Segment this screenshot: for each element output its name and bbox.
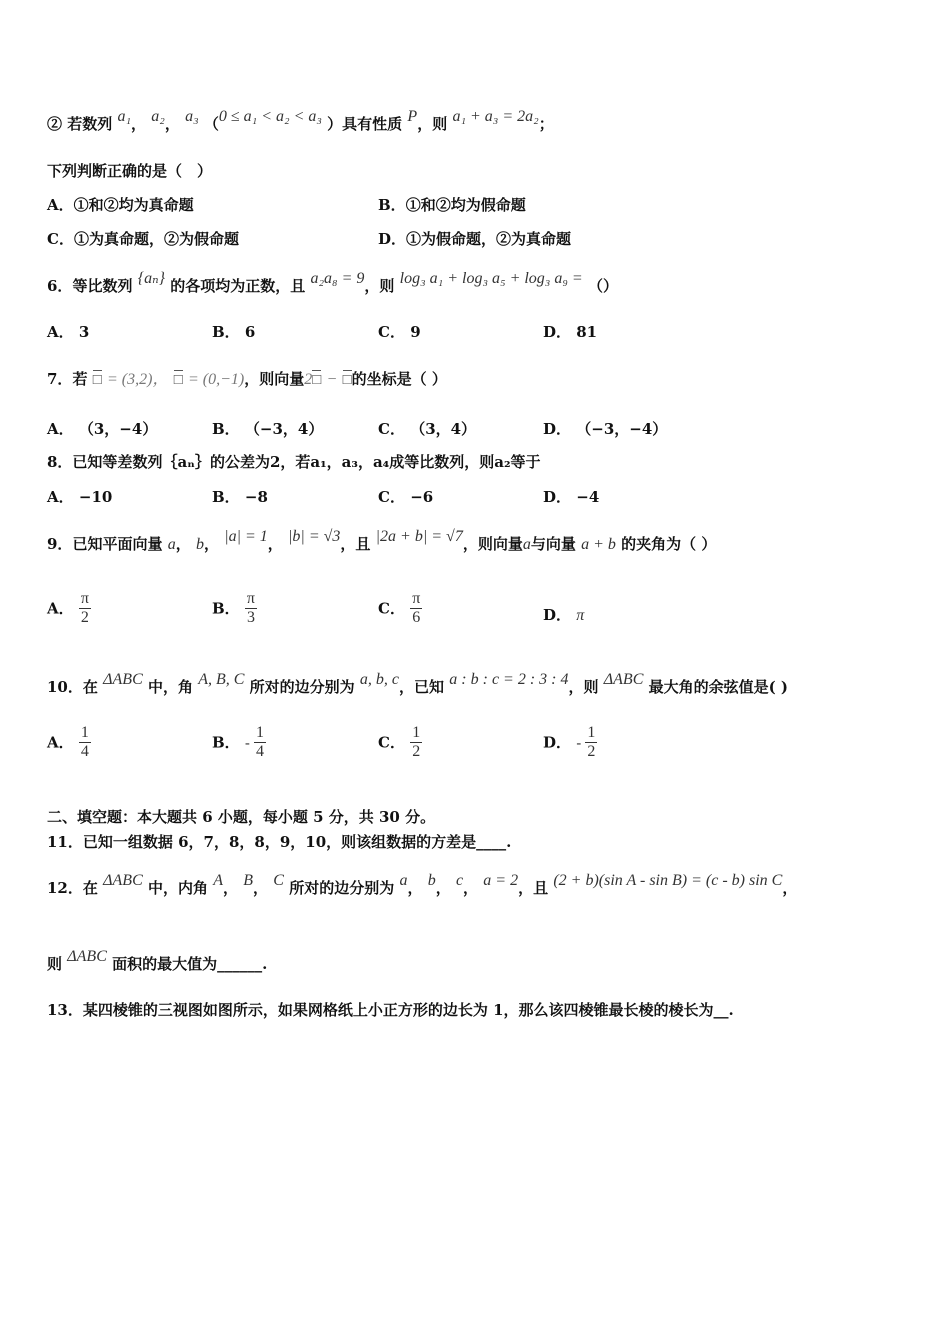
- math-coefficient: 2: [304, 371, 313, 388]
- vector-b-icon: □: [342, 372, 352, 388]
- q9-option-b: B． $\frac{\pi}{3}$: [212, 590, 255, 626]
- q8-option-d: D． −4: [543, 488, 600, 506]
- q5-option-a: A．①和②均为真命题: [47, 196, 194, 214]
- q5-statement-2: ② 若数列 a₁， a₂， a₃ （0 ≤ a₁ < a₂ < a₃ ）具有性质 P，则 a₁ + a₃ = 2a₂；: [47, 108, 554, 133]
- math-equation: a₁ + a₃ = 2a₂: [452, 108, 539, 125]
- math-condition: 0 ≤ a₁ < a₂ < a₃: [218, 108, 322, 125]
- math-condition: a₂a₈ = 9: [310, 270, 365, 287]
- q7-option-d: D． （−3，−4）: [543, 420, 668, 438]
- fraction: $\frac{\pi}{6}$: [412, 590, 421, 626]
- math-norm-a: |a| = 1: [224, 528, 268, 545]
- q8-option-b: B． −8: [212, 488, 268, 506]
- question-6: 6．等比数列 {aₙ} 的各项均为正数，且 a₂a₈ = 9，则 log₃ a₁ + log₃ a₅ + log₃ a₉ = （）: [47, 270, 618, 295]
- vector-a-icon: □: [312, 372, 322, 388]
- question-12: 12．在 ΔABC 中，内角 A， B， C 所对的边分别为 a， b， c， a = 2，且 (2 + b)(sin A - sin B) = (c - b) sin C，: [47, 872, 798, 897]
- vector-b-icon: □: [173, 372, 183, 388]
- q6-option-a: A． 3: [47, 323, 90, 341]
- math-side-c: c: [455, 872, 464, 889]
- question-13: 13．某四棱锥的三视图如图所示，如果网格纸上小正方形的边长为 1，那么该四棱锥最长棱的棱长为__.: [47, 1001, 734, 1019]
- q5-prompt: 下列判断正确的是（ ）: [47, 162, 213, 180]
- q6-option-d: D． 81: [543, 323, 598, 341]
- section-heading: 二、填空题：本大题共 6 小题，每小题 5 分，共 30 分。: [47, 808, 436, 826]
- math-angle-c: C: [273, 872, 284, 889]
- q7-option-c: C． （3，4）: [378, 420, 477, 438]
- q5-option-c: C．①为真命题，②为假命题: [47, 230, 239, 248]
- math-condition: a = 2: [483, 872, 519, 889]
- math-sequence: {aₙ}: [137, 270, 165, 287]
- fraction: $\frac{\pi}{3}$: [246, 590, 255, 626]
- fraction: $\frac{1}{4}$: [80, 724, 89, 760]
- math-expression: log₃ a₁ + log₃ a₅ + log₃ a₉ =: [399, 270, 583, 287]
- q8-option-a: A． −10: [47, 488, 113, 506]
- math-triangle: ΔABC: [603, 671, 644, 688]
- q10-option-a: A． $\frac{1}{4}$: [47, 724, 89, 760]
- question-12-line-2: 则 ΔABC 面积的最大值为______.: [47, 948, 268, 973]
- statement-text: ，则: [417, 115, 448, 133]
- math-sides: a, b, c: [359, 671, 400, 688]
- q5-option-b: B．①和②均为假命题: [378, 196, 526, 214]
- fraction: $\frac{1}{2}$: [587, 724, 596, 760]
- math-a2: a₂: [151, 108, 165, 125]
- vector-a-icon: □: [92, 372, 102, 388]
- q9-option-a: A． $\frac{\pi}{2}$: [47, 590, 89, 626]
- q10-option-d: D． - $\frac{1}{2}$: [543, 724, 596, 760]
- math-equation: (2 + b)(sin A - sin B) = (c - b) sin C: [553, 872, 783, 889]
- q5-option-d: D．①为假命题，②为真命题: [378, 230, 572, 248]
- math-minus: −: [326, 371, 338, 388]
- fraction: $\frac{\pi}{2}$: [80, 590, 89, 626]
- q9-option-d: D． π: [543, 606, 585, 624]
- math-vector-sum: a + b: [581, 536, 616, 553]
- math-triangle: ΔABC: [67, 948, 107, 965]
- q6-option-c: C． 9: [378, 323, 421, 341]
- math-angle-b: B: [243, 872, 254, 889]
- q6-option-b: B． 6: [212, 323, 256, 341]
- math-vector-a: a: [167, 536, 176, 553]
- statement-text: ）具有性质: [327, 115, 403, 133]
- math-ratio: a : b : c = 2 : 3 : 4: [449, 671, 569, 688]
- statement-text: ② 若数列: [47, 115, 113, 133]
- math-vector-b: = (0,−1): [187, 371, 245, 388]
- question-9: 9．已知平面向量 a， b， |a| = 1， |b| = √3，且 |2a + b| = √7，则向量a与向量 a + b 的夹角为（ ）: [47, 528, 717, 553]
- math-P: P: [407, 108, 418, 125]
- q10-option-b: B． - $\frac{1}{4}$: [212, 724, 264, 760]
- math-angle-a: A: [213, 872, 223, 889]
- question-7: 7．若 □ = (3,2)， □ = (0,−1)，则向量2□ − □的坐标是（ ）: [47, 370, 447, 388]
- math-a3: a₃: [185, 108, 199, 125]
- math-a1: a₁: [117, 108, 132, 125]
- statement-text: ；: [538, 115, 554, 133]
- q7-option-b: B． （−3，4）: [212, 420, 324, 438]
- question-11: 11．已知一组数据 6，7，8，8，9，10，则该组数据的方差是____.: [47, 833, 512, 851]
- math-norm-b: |b| = √3: [288, 528, 341, 545]
- q9-option-c: C． $\frac{\pi}{6}$: [378, 590, 421, 626]
- q7-option-a: A． （3，−4）: [47, 420, 158, 438]
- math-vector-a: = (3,2)，: [106, 371, 169, 388]
- math-norm-sum: |2a + b| = √7: [375, 528, 463, 545]
- math-vector-a: a: [522, 536, 531, 553]
- q8-option-c: C． −6: [378, 488, 434, 506]
- math-vector-b: b: [195, 536, 204, 553]
- math-triangle: ΔABC: [103, 872, 143, 889]
- math-angles: A, B, C: [198, 671, 245, 688]
- math-side-a: a: [399, 872, 408, 889]
- math-triangle: ΔABC: [103, 671, 143, 688]
- question-8: 8．已知等差数列｛aₙ｝的公差为2，若a₁，a₃，a₄成等比数列，则a₂等于: [47, 453, 541, 471]
- fraction: $\frac{1}{4}$: [256, 724, 264, 760]
- q10-option-c: C． $\frac{1}{2}$: [378, 724, 421, 760]
- math-side-b: b: [427, 872, 436, 889]
- fraction: $\frac{1}{2}$: [412, 724, 421, 760]
- question-10: 10．在 ΔABC 中，角 A, B, C 所对的边分别为 a, b, c，已知 a : b : c = 2 : 3 : 4，则 ΔABC 最大角的余弦值是( ): [47, 671, 789, 696]
